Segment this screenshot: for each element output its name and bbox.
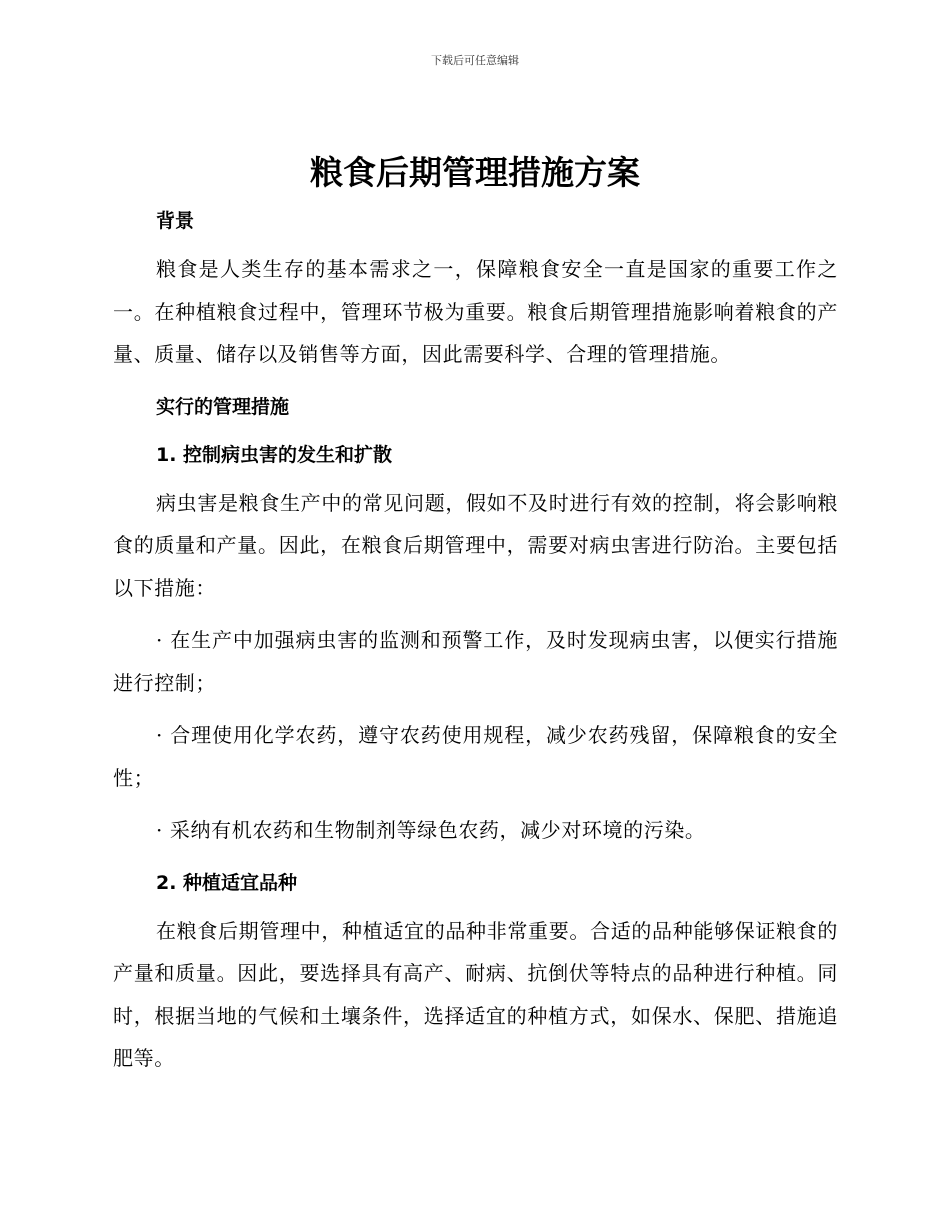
measures-heading: 实行的管理措施 bbox=[156, 395, 290, 418]
section-2-paragraph: 在粮食后期管理中，种植适宜的品种非常重要。合适的品种能够保证粮食的产量和质量。因此，要选择具有高产、耐病、抗倒伏等特点的品种进行种植。同时，根据当地的气候和土壤条件，选择适宜的种植方式，如保水、保肥、措施追肥等。 bbox=[113, 918, 838, 1070]
background-heading: 背景 bbox=[156, 210, 195, 232]
running-header: 下载后可任意编辑 bbox=[431, 54, 519, 67]
section-1-bullet-3: · 采纳有机农药和生物制剂等绿色农药，减少对环境的污染。 bbox=[156, 818, 706, 842]
section-1-bullet-2: · 合理使用化学农药，遵守农药使用规程，减少农药残留，保障粮食的安全性； bbox=[113, 723, 838, 790]
section-1-paragraph: 病虫害是粮食生产中的常见问题，假如不及时进行有效的控制，将会影响粮食的质量和产量。因此，在粮食后期管理中，需要对病虫害进行防治。主要包括以下措施： bbox=[113, 490, 838, 600]
background-paragraph: 粮食是人类生存的基本需求之一，保障粮食安全一直是国家的重要工作之一。在种植粮食过程中，管理环节极为重要。粮食后期管理措施影响着粮食的产量、质量、储存以及销售等方面，因此需要科学、合理的管理措施。 bbox=[113, 257, 838, 366]
section-2-heading: 2. 种植适宜品种 bbox=[156, 871, 298, 894]
section-1-bullet-1: · 在生产中加强病虫害的监测和预警工作，及时发现病虫害，以便实行措施进行控制； bbox=[113, 628, 838, 695]
document-title: 粮食后期管理措施方案 bbox=[310, 153, 640, 192]
document-body bbox=[113, 200, 838, 1090]
section-1-heading: 1. 控制病虫害的发生和扩散 bbox=[156, 443, 393, 466]
